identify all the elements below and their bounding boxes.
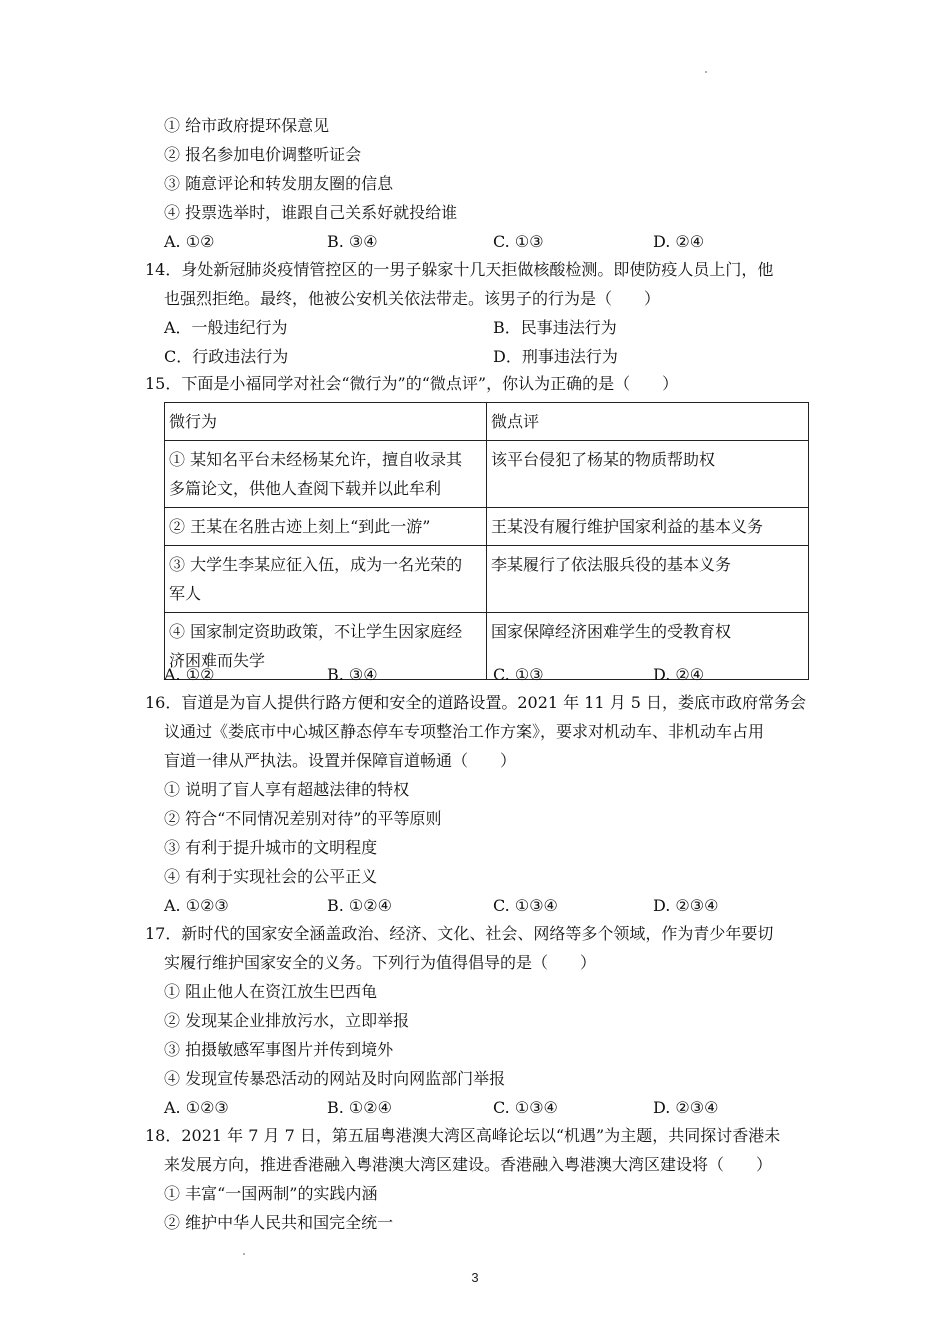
q17-item-1: ① 阻止他人在资江放生巴西龟 [164,982,378,1001]
q16-item-2: ② 符合“不同情况差别对待”的平等原则 [164,809,442,828]
q14-options-row-1 [164,318,844,338]
q14-option-c: C．行政违法行为 [164,347,289,366]
q14-option-d: D．刑事违法行为 [493,347,618,366]
q17-options [164,1098,844,1118]
q16-item-3: ③ 有利于提升城市的文明程度 [164,838,378,857]
behavior-cell [165,441,487,508]
q16-option-d: D. ②③④ [653,896,719,915]
comment-cell: 国家保障经济困难学生的受教育权 [487,613,809,680]
behavior-cell [165,546,487,613]
behavior-cell [165,508,487,546]
q18-item-2: ② 维护中华人民共和国完全统一 [164,1213,394,1232]
q13-option-b: B. ③④ [327,232,378,251]
q15-table [164,402,809,680]
q18-item-1: ① 丰富“一国两制”的实践内涵 [164,1184,378,1203]
q13-item-2: ② 报名参加电价调整听证会 [164,145,362,164]
table-header-row [165,403,809,441]
q14-option-a: A．一般违纪行为 [164,318,288,337]
q18-stem-line-1: 18．2021 年 7 月 7 日，第五届粤港澳大湾区高峰论坛以“机遇”为主题，共同探讨香港未 [145,1126,781,1145]
q16-options [164,896,844,916]
table-row [165,546,809,613]
q17-option-c: C. ①③④ [493,1098,558,1117]
q17-item-3: ③ 拍摄敏感军事图片并传到境外 [164,1040,394,1059]
q16-stem-line-3: 盲道一律从严执法。设置并保障盲道畅通（ ） [164,751,517,770]
q17-option-b: B. ①②④ [327,1098,392,1117]
q18-stem-line-2: 来发展方向，推进香港融入粤港澳大湾区建设。香港融入粤港澳大湾区建设将（ ） [164,1155,773,1174]
q17-option-d: D. ②③④ [653,1098,719,1117]
q13-item-3: ③ 随意评论和转发朋友圈的信息 [164,174,394,193]
comment-cell: 李某履行了依法服兵役的基本义务 [487,546,809,613]
q16-option-a: A. ①②③ [164,896,229,915]
behavior-line: ② 王某在名胜古迹上刻上“到此一游” [169,517,431,536]
q13-option-d: D. ②④ [653,232,705,251]
behavior-line: ③ 大学生李某应征入伍，成为一名光荣的 [169,555,463,574]
q14-stem-line-2: 也强烈拒绝。最终，他被公安机关依法带走。该男子的行为是（ ） [164,289,661,308]
q15-stem: 15．下面是小福同学对社会“微行为”的“微点评”，你认为正确的是（ ） [145,374,679,393]
behavior-line: 军人 [169,584,202,603]
q15-option-a: A. ①② [164,665,215,684]
q15-option-b: B. ③④ [327,665,378,684]
q15-option-d: D. ②④ [653,665,705,684]
q17-item-2: ② 发现某企业排放污水，立即举报 [164,1011,410,1030]
q14-options-row-2 [164,347,844,367]
q13-options [164,232,844,252]
scan-dot [243,1253,245,1255]
q15-options [164,665,844,685]
q16-option-b: B. ①②④ [327,896,392,915]
behavior-line: 多篇论文，供他人查阅下载并以此牟利 [169,479,442,498]
q15-option-c: C. ①③ [493,665,544,684]
q13-option-a: A. ①② [164,232,215,251]
q16-item-4: ④ 有利于实现社会的公平正义 [164,867,378,886]
table-header-comment: 微点评 [487,403,809,441]
q17-stem-line-1: 17．新时代的国家安全涵盖政治、经济、文化、社会、网络等多个领域，作为青少年要切 [145,924,774,943]
q13-item-1: ① 给市政府提环保意见 [164,116,330,135]
comment-cell: 该平台侵犯了杨某的物质帮助权 [487,441,809,508]
q13-item-4: ④ 投票选举时，谁跟自己关系好就投给谁 [164,203,458,222]
q16-item-1: ① 说明了盲人享有超越法律的特权 [164,780,410,799]
page-number: 3 [471,1270,479,1285]
behavior-line: ④ 国家制定资助政策，不让学生因家庭经 [169,622,463,641]
q16-stem-line-1: 16．盲道是为盲人提供行路方便和安全的道路设置。2021 年 11 月 5 日，娄底市政府常务会 [145,693,807,712]
behavior-line: 济困难而失学 [169,651,266,670]
table-row [165,441,809,508]
q14-stem-line-1: 14．身处新冠肺炎疫情管控区的一男子躲家十几天拒做核酸检测。即使防疫人员上门，他 [145,260,774,279]
q14-option-b: B．民事违法行为 [493,318,617,337]
table-header-behavior: 微行为 [165,403,487,441]
q17-stem-line-2: 实履行维护国家安全的义务。下列行为值得倡导的是（ ） [164,953,597,972]
q17-item-4: ④ 发现宣传暴恐活动的网站及时向网监部门举报 [164,1069,506,1088]
q16-option-c: C. ①③④ [493,896,558,915]
comment-cell: 王某没有履行维护国家利益的基本义务 [487,508,809,546]
scan-dot [705,71,707,73]
q13-option-c: C. ①③ [493,232,544,251]
q17-option-a: A. ①②③ [164,1098,229,1117]
behavior-line: ① 某知名平台未经杨某允许，擅自收录其 [169,450,463,469]
q16-stem-line-2: 议通过《娄底市中心城区静态停车专项整治工作方案》，要求对机动车、非机动车占用 [164,722,765,741]
table-row [165,508,809,546]
